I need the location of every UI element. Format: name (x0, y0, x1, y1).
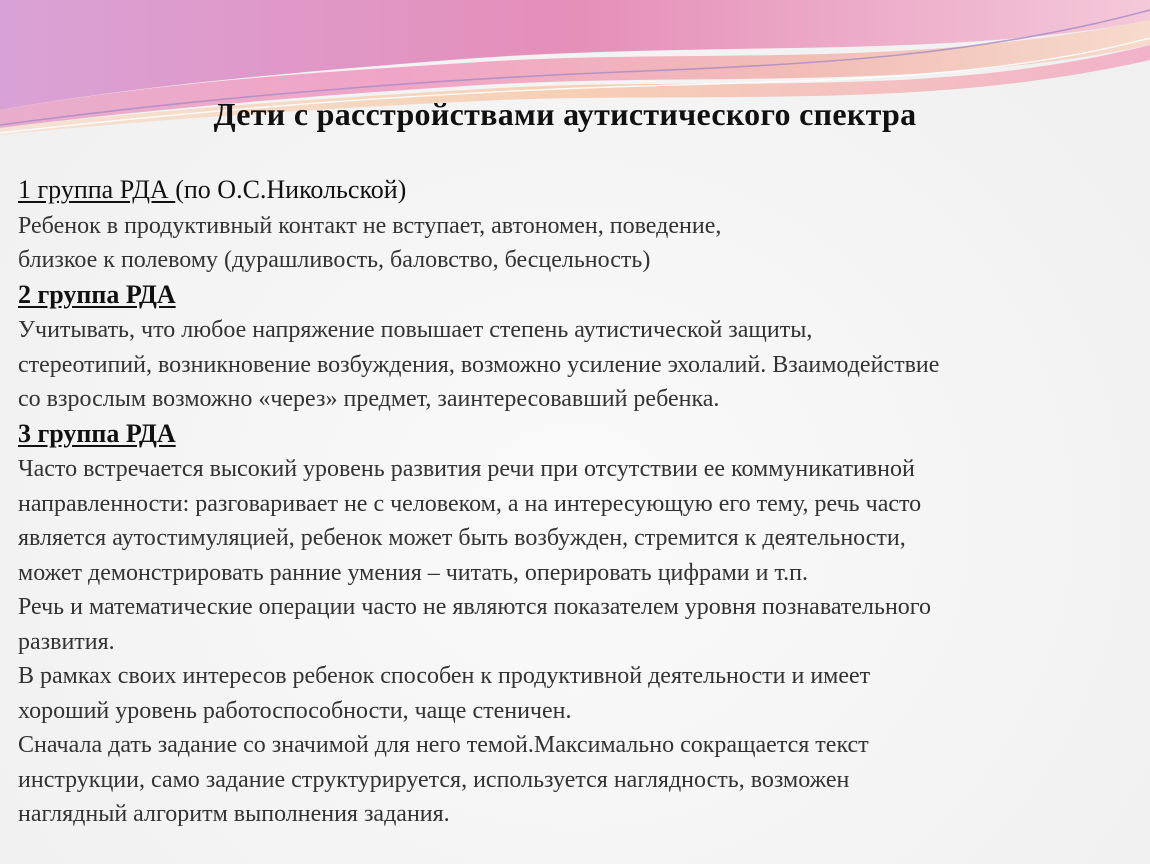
group3-line-9: Сначала дать задание со значимой для него темой.Максимально сокращается текст (18, 732, 869, 758)
group3-line-8: хороший уровень работоспособности, чаще стеничен. (18, 697, 572, 724)
group1-heading-line (18, 173, 1133, 209)
group2-line-3: со взрослым возможно «через» предмет, заинтересовавший ребенка. (18, 386, 720, 412)
group2-heading-line (18, 278, 1133, 314)
group3-line-3: является аутостимуляцией, ребенок может быть возбужден, стремится к деятельности, (18, 525, 906, 551)
group3-heading-line (18, 417, 1133, 453)
group1-line-2: близкое к полевому (дурашливость, баловство, бесцельность) (18, 247, 651, 273)
group3-line-6: развития. (18, 628, 115, 655)
group3-line-2: направленности: разговаривает не с человеком, а на интересующую его тему, речь часто (18, 490, 922, 517)
group3-line-10: инструкции, само задание структурируется, используется наглядность, возможен (18, 766, 850, 793)
slide-title: Дети с расстройствами аутистического спектра (213, 96, 917, 132)
group3-line-7: В рамках своих интересов ребенок способен к продуктивной деятельности и имеет (18, 663, 871, 689)
group2-line-2: стереотипий, возникновение возбуждения, возможно усиление эхолалий. Взаимодействие (18, 351, 940, 378)
group3-line-4: может демонстрировать ранние умения – читать, оперировать цифрами и т.п. (18, 559, 809, 586)
group1-heading: 1 группа РДА (18, 175, 176, 204)
group1-line-1: Ребенок в продуктивный контакт не вступает, автономен, поведение, (18, 212, 722, 239)
group3-line-1: Часто встречается высокий уровень развития речи при отсутствии ее коммуникативной (18, 456, 915, 482)
group3-line-11: наглядный алгоритм выполнения задания. (18, 801, 450, 827)
group3-heading: 3 группа РДА (18, 418, 176, 448)
group3-line-5: Речь и математические операции часто не являются показателем уровня познавательного (18, 594, 932, 620)
group2-heading: 2 группа РДА (18, 279, 176, 309)
group2-line-1: Учитывать, что любое напряжение повышает степень аутистической защиты, (18, 317, 813, 343)
group1-source: (по О.С.Никольской) (175, 175, 407, 204)
slide-content (18, 173, 1133, 832)
